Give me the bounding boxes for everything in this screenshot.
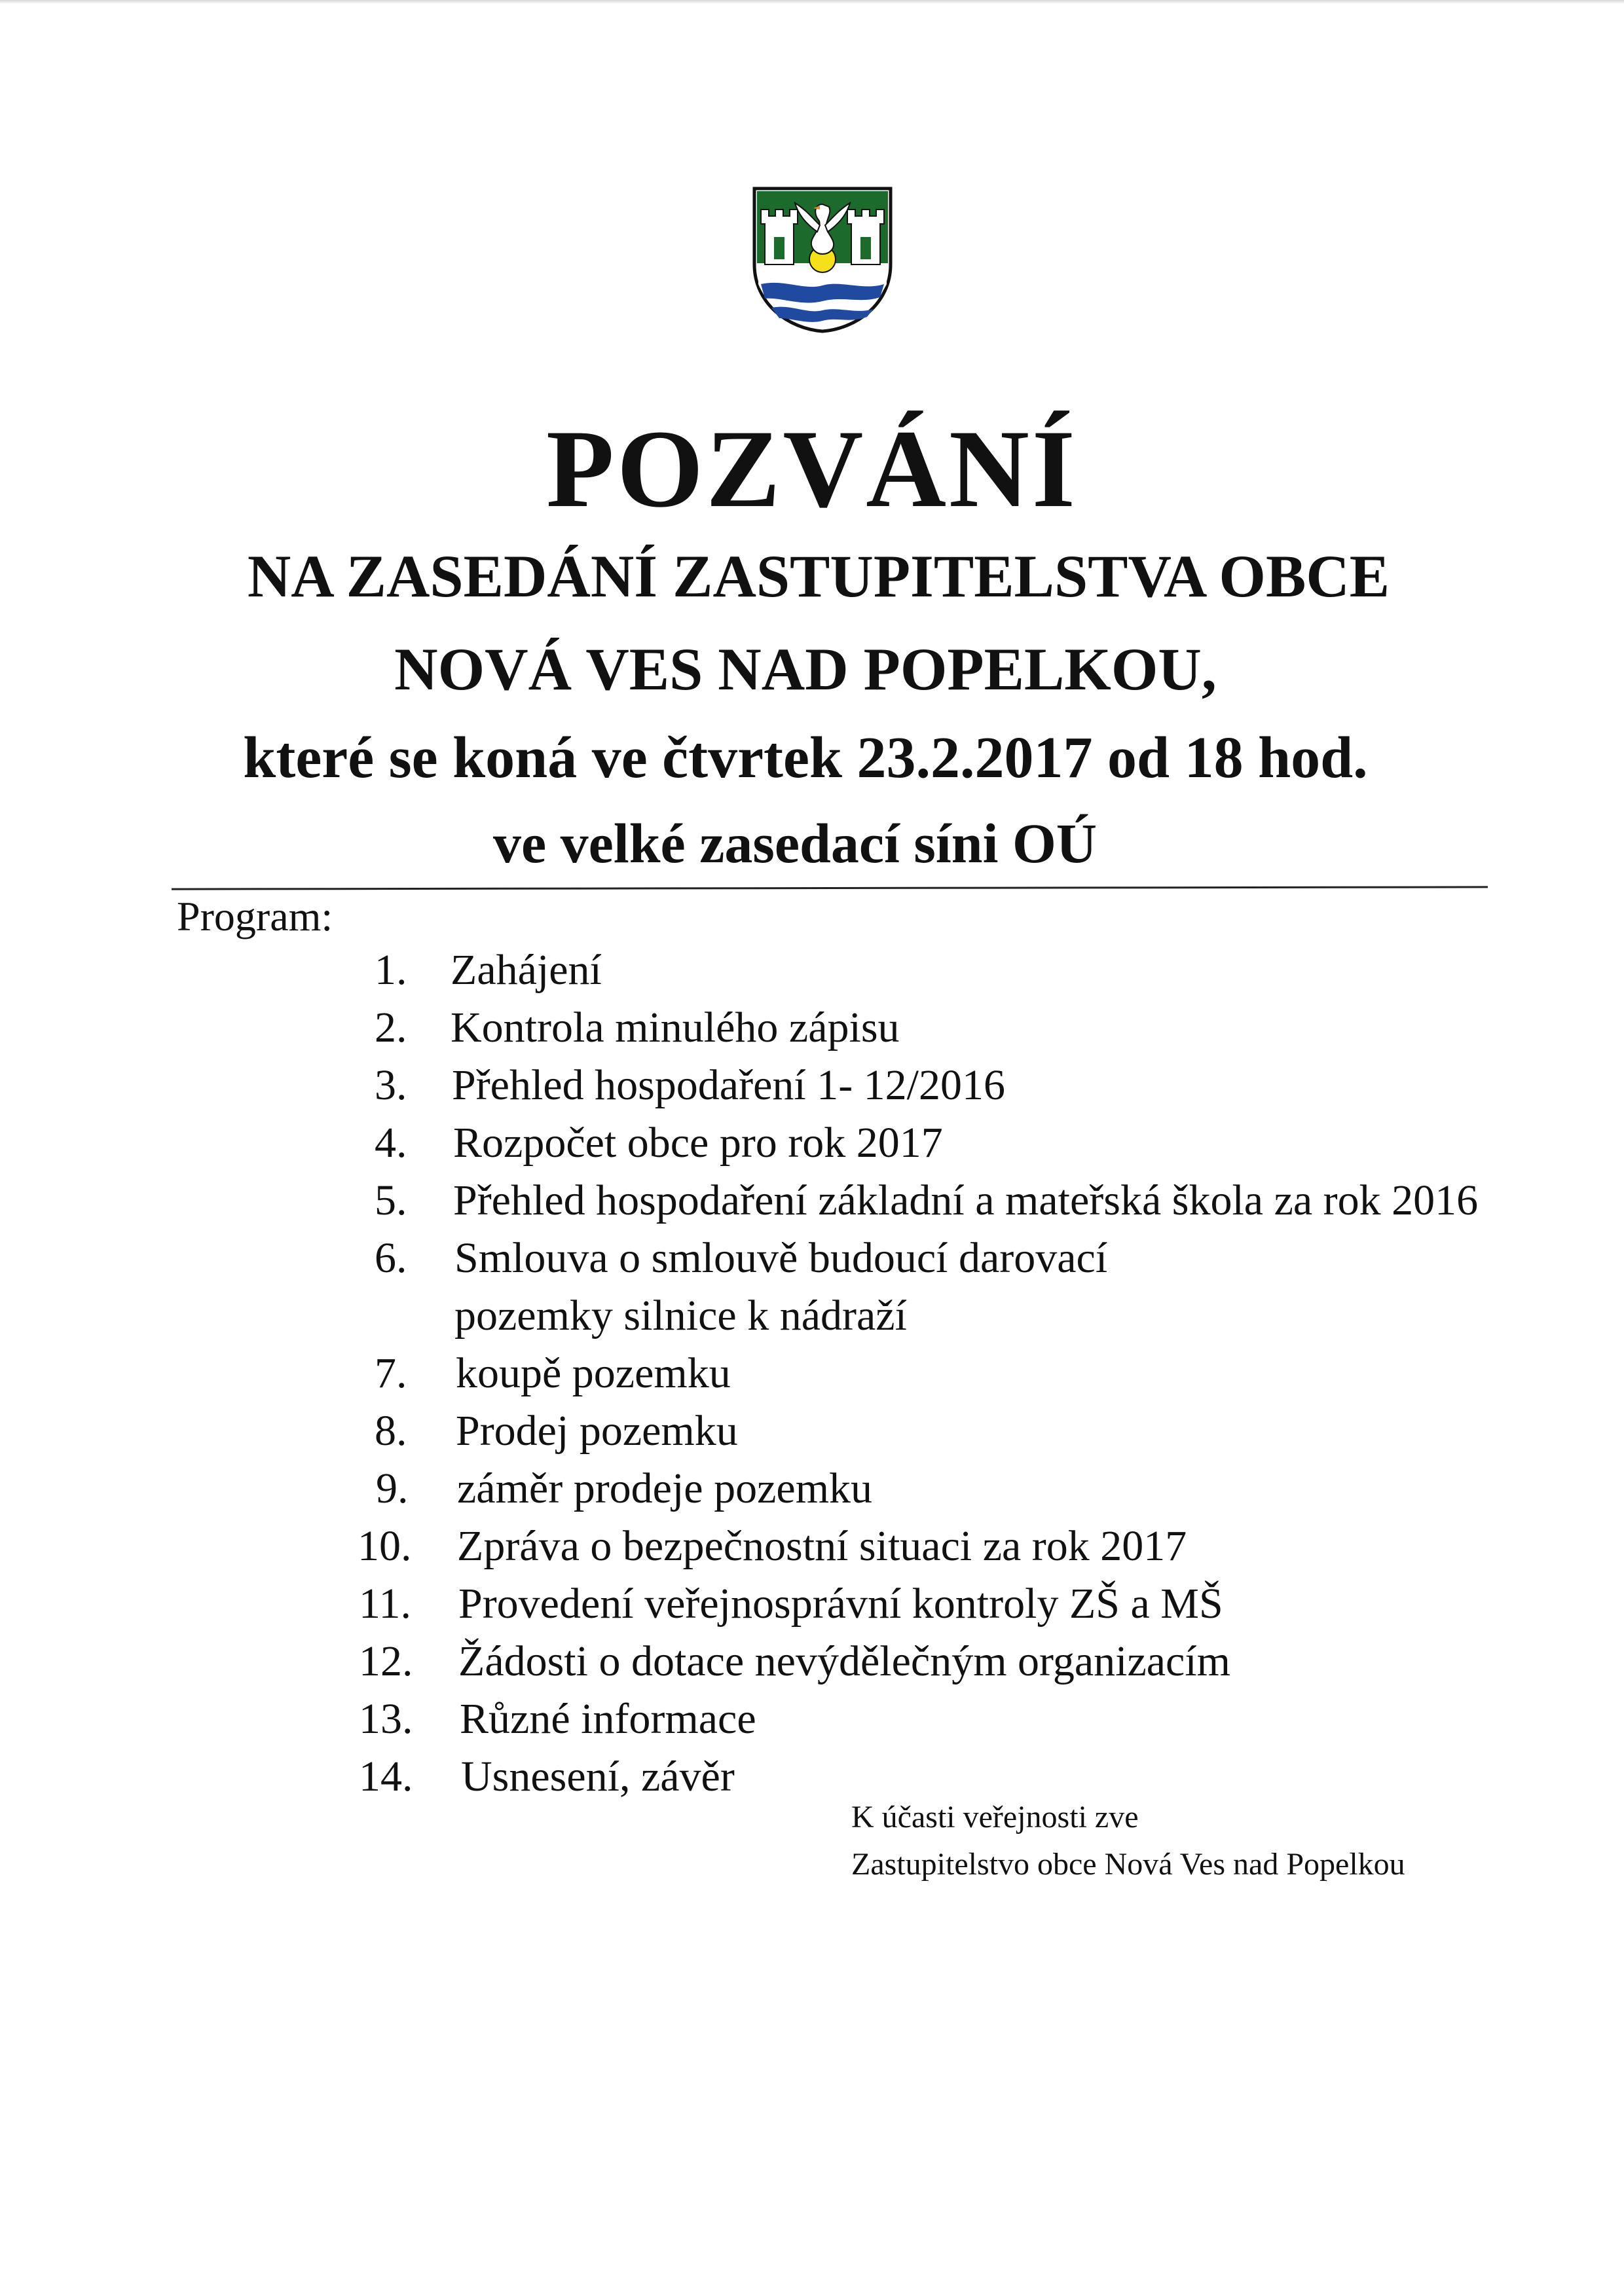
agenda-item-text: Prodej pozemku (456, 1407, 738, 1455)
subtitle-line-1: NA ZASEDÁNÍ ZASTUPITELSTVA OBCE (247, 543, 1390, 610)
meeting-place-line: ve velké zasedací síni OÚ (492, 812, 1098, 875)
agenda-item-text: Rozpočet obce pro rok 2017 (453, 1119, 943, 1167)
agenda-item-text: záměr prodeje pozemku (457, 1465, 873, 1512)
agenda-item-number: 14. (359, 1753, 413, 1800)
agenda-item-number: 6. (375, 1234, 407, 1282)
program-label: Program: (177, 893, 333, 939)
agenda-item-text: Zahájení (451, 946, 602, 994)
agenda-item-text: Zpráva o bezpečnostní situaci za rok 2017 (457, 1522, 1187, 1570)
agenda-item-text: Přehled hospodaření 1- 12/2016 (452, 1061, 1006, 1109)
agenda-item-text-continued: pozemky silnice k nádraží (454, 1292, 907, 1339)
agenda-item-text: Různé informace (460, 1695, 756, 1743)
agenda-item-text: koupě pozemku (456, 1349, 731, 1397)
agenda-item-number: 3. (375, 1061, 407, 1109)
coat-of-arms-icon (752, 186, 893, 334)
page-title: POZVÁNÍ (546, 407, 1078, 530)
agenda-item-number: 4. (375, 1119, 407, 1167)
agenda-item-text: Smlouva o smlouvě budoucí darovací (454, 1234, 1108, 1282)
agenda-item-number: 11. (359, 1580, 412, 1628)
agenda-item-text: Provedení veřejnosprávní kontroly ZŠ a MŠ (458, 1580, 1223, 1628)
signature-line-1: K účasti veřejnosti zve (851, 1800, 1139, 1834)
signature-line-2: Zastupitelstvo obce Nová Ves nad Popelkou (851, 1847, 1405, 1882)
agenda-item-number: 2. (375, 1004, 407, 1051)
agenda-item-number: 10. (358, 1522, 412, 1570)
divider (172, 886, 1488, 890)
agenda-item-number: 9. (376, 1465, 409, 1512)
subtitle-line-2: NOVÁ VES NAD POPELKOU, (394, 636, 1217, 702)
agenda-item-text: Kontrola minulého zápisu (451, 1004, 900, 1051)
scan-edge (0, 0, 1624, 4)
agenda-item-number: 7. (375, 1349, 407, 1397)
agenda-item-text: Přehled hospodaření základní a mateřská škola za rok 2016 (453, 1176, 1479, 1224)
agenda-item-number: 12. (359, 1637, 413, 1685)
agenda-item-text: Usnesení, závěr (461, 1753, 735, 1800)
signature-block (851, 1794, 1405, 1888)
meeting-date-line: které se koná ve čtvrtek 23.2.2017 od 18 hod. (243, 725, 1368, 790)
agenda-item-number: 8. (375, 1407, 407, 1455)
agenda-item-number: 13. (359, 1695, 413, 1743)
agenda-item-number: 5. (375, 1176, 407, 1224)
agenda-item-text: Žádosti o dotace nevýdělečným organizacím (458, 1637, 1231, 1685)
